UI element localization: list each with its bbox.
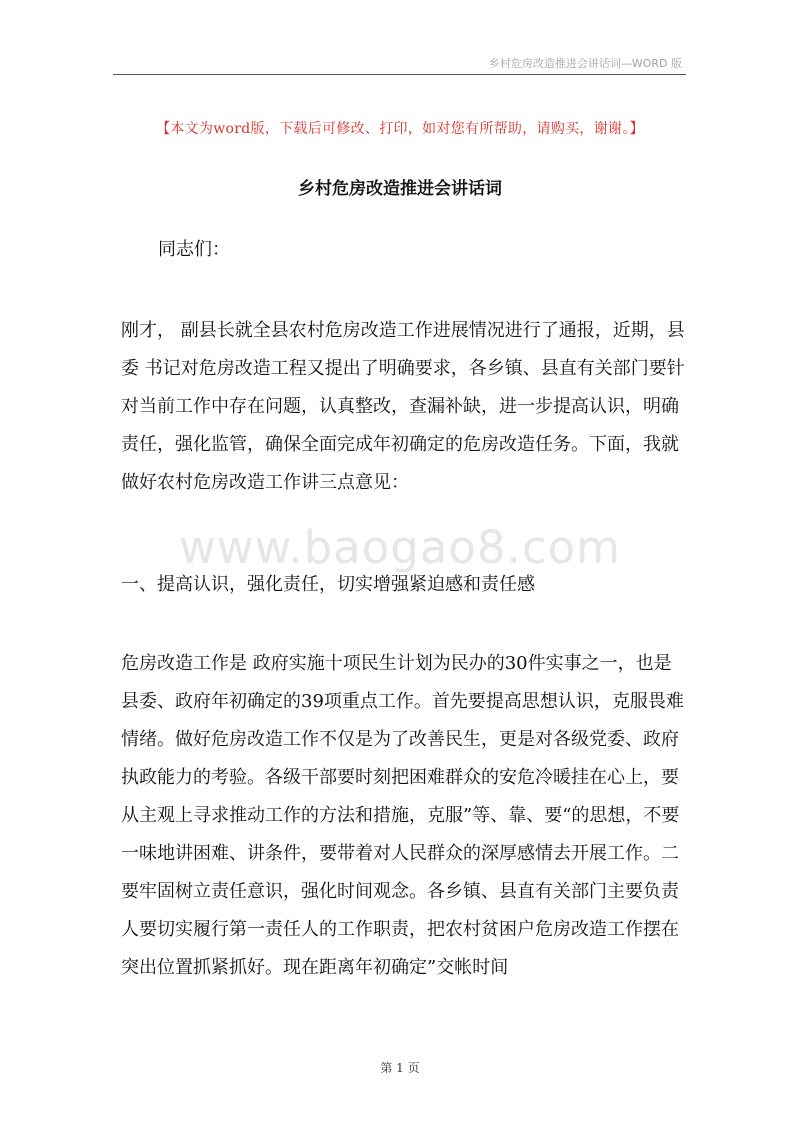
document-title: 乡村危房改造推进会讲话词 (298, 179, 502, 199)
section-heading-1: 一、提高认识，强化责任，切实增强紧迫感和责任感 (121, 574, 535, 595)
purchase-notice: 【本文为word版，下载后可修改、打印，如对您有所帮助，请购买，谢谢。】 (156, 121, 644, 137)
header-divider (113, 74, 686, 75)
watermark: www.baogao8.com (179, 521, 621, 574)
paragraph-2: 危房改造工作是 政府实施十项民生计划为民办的30件实事之一，也是县委、政府年初确定的39项重点工作。首先要提高思想认识，克服畏难情绪。做好危房改造工作不仅是为了改善民生，更是对各级党委、政府执政能力的考验。各级干部要时刻把困难群众的安危冷暖挂在心上，要从主观上寻求推动工作的方法和措施，克服”等、靠、要“的思想，不要一味地讲困难、讲条件，要带着对人民群众的深厚感情去开展工作。二要牢固树立责任意识，强化时间观念。各乡镇、县直有关部门主要负责人要切实履行第一责任人的工作职责，把农村贫困户危房改造工作摆在突出位置抓紧抓好。现在距离年初确定”交帐时间 (121, 653, 684, 978)
paragraph-1: 刚才， 副县长就全县农村危房改造工作进展情况进行了通报，近期，县委 书记对危房改造工程又提出了明确要求，各乡镇、县直有关部门要针对当前工作中存在问题，认真整改，查漏补缺，进一步提高认识，明确责任，强化监管，确保全面完成年初确定的危房改造任务。下面，我就做好农村危房改造工作讲三点意见： (121, 320, 685, 493)
running-header-title: 乡村危房改造推进会讲话词—WORD 版 (488, 57, 682, 70)
salutation: 同志们： (158, 239, 230, 260)
page-number: 第 1 页 (380, 1061, 420, 1075)
